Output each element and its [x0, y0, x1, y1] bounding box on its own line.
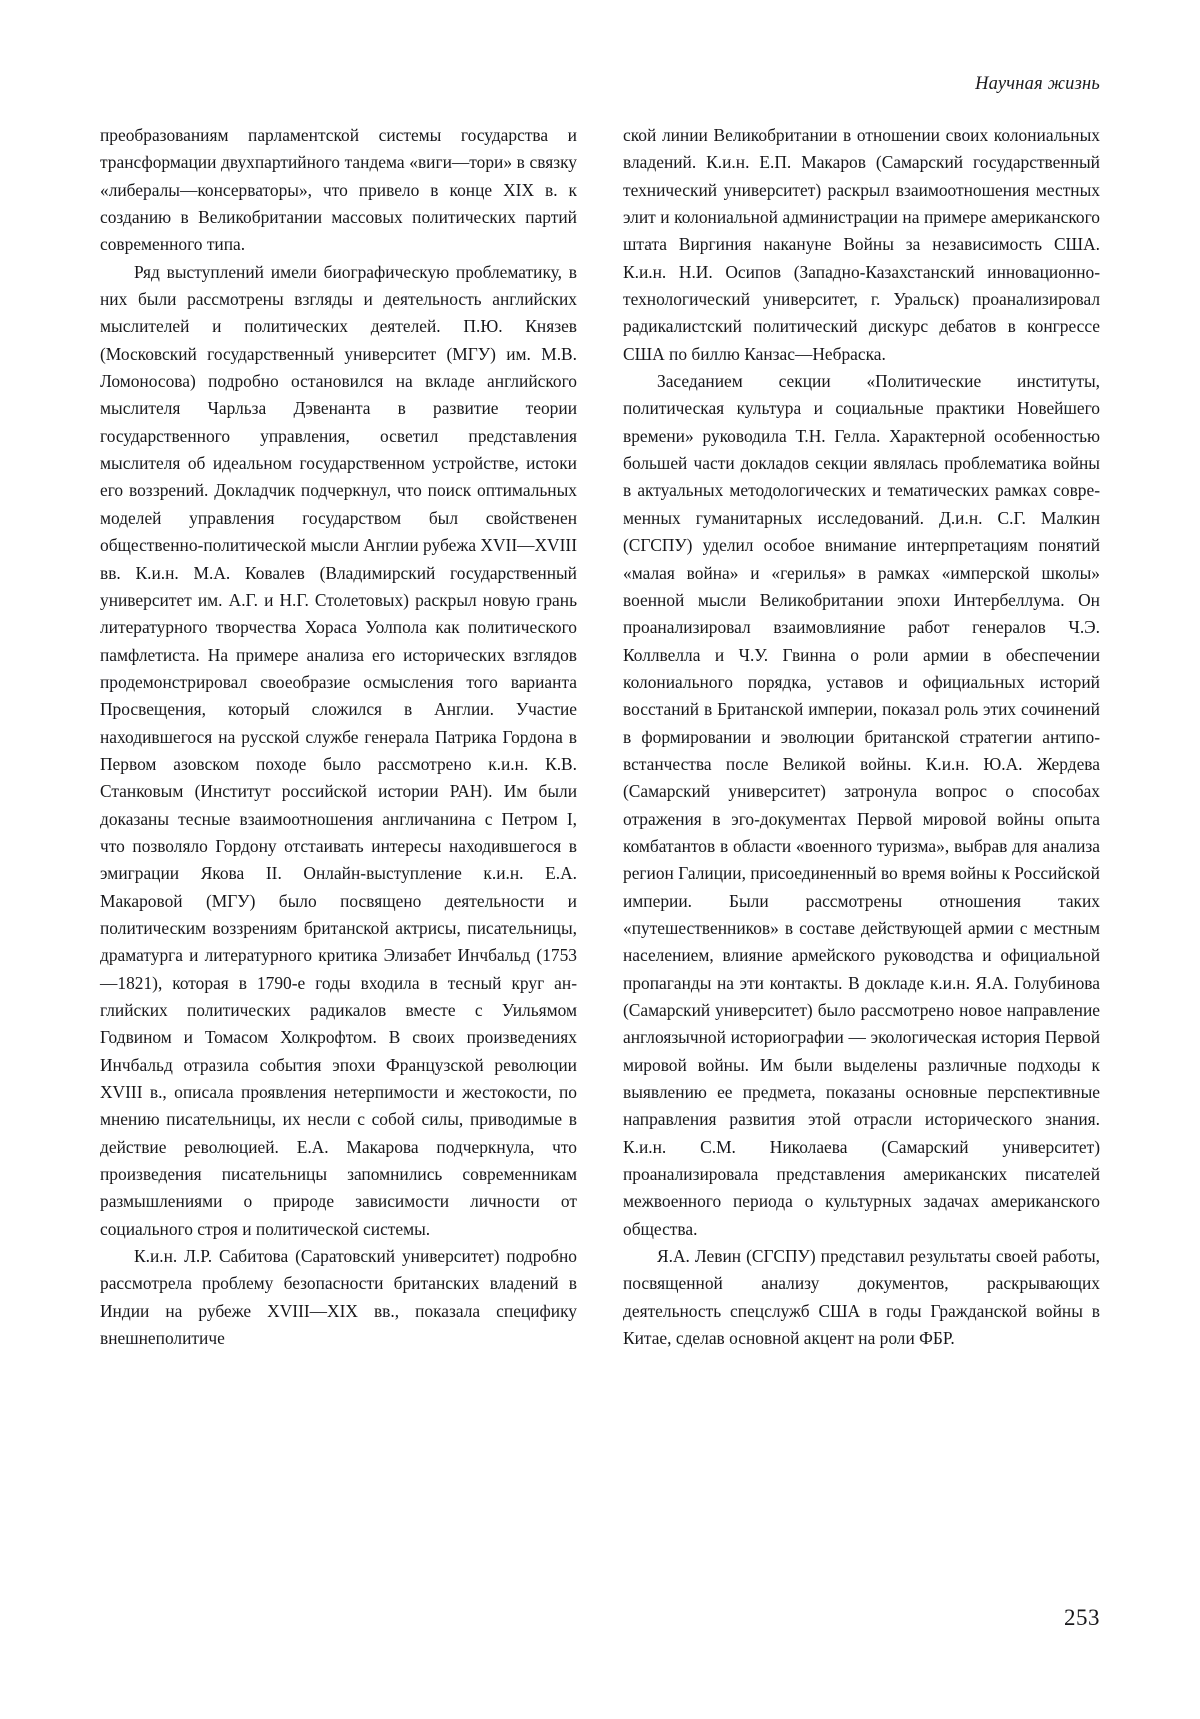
paragraph: К.и.н. Л.Р. Сабитова (Саратовский университет) подробно рассмотрела проблему безопасности британских владений в Индии на рубеже XVIII—XIX вв., показала специфику внешнеполитиче [100, 1246, 577, 1349]
paragraph: Ряд выступлений имели биографическую проблематику, в них были рассмотрены взгляды и деятельность английских мыслителей и политических деятелей. П.Ю. Князев (Московский государственный университет (МГУ) им. М.В. Ломоносова) подробно остановился на вкладе английского мыслителя Чарльза Дэвенанта в развитие теории государственного управления, осветил представления мыслителя об идеальном государственном устройстве, истоки его воззрений. Докладчик подчеркнул, что поиск оптимальных моделей управления государством был свойственен общественно-политической мысли Англии рубежа XVII—XVIII вв. К.и.н. М.А. Ковалев (Владимирский государственный университет им. А.Г. и Н.Г. Столетовых) раскрыл новую грань литературного творчества Хораса Уолпола как политического памфлетиста. На примере анализа его исторических взглядов продемонстрировал своеобразие осмысления того варианта Просвещения, который сложился в Англии. Участие находившегося на русской службе генерала Патрика Гордона в Первом азовском походе было рассмотрено к.и.н. К.В. Станковым (Институт российской истории РАН). Им были доказаны тесные взаимоотношения англичанина с Петром I, что позволяло Гордону отстаивать интересы находившегося в эмиграции Якова II. Онлайн-выступление к.и.н. Е.А. Макаровой (МГУ) было посвящено деятельности и политическим воззрениям британской актрисы, писательницы, драматурга и литературного критика Элизабет Инчбальд (1753—1821), которая в 1790-е годы входила в тесный круг английских политических радикалов вместе с Уильямом Годвином и Томасом Холкрофтом. В своих произведениях Инчбальд отразила события эпохи Французской революции XVIII в., описала проявления нетерпимости и жестокости, по мнению писательницы, их несли с собой силы, приводимые в действие революцией. Е.А. Макарова подчеркнула, что произведения писательницы запомнились современникам размышлениями о природе зависимости личности от социального строя и политической системы. [100, 261, 577, 1239]
paragraph: Я.А. Левин (СГСПУ) представил результаты своей работы, посвященной анализу документов, раскрывающих деятельность спецслужб США в годы Гражданской войны в Китае, сделав основной акцент на роли ФБР. [623, 1246, 1100, 1349]
paragraph: Заседанием секции «Политические институты, политическая культура и социальные практики Новейшего времени» руководила Т.Н. Гелла. Характерной особенностью большей части докладов секции являлась проблематика войны в актуальных методологических и тематических рамках современных гуманитарных исследований. Д.и.н. С.Г. Малкин (СГСПУ) уделил особое внимание интерпретациям понятий «малая война» и «герилья» в рамках «имперской школы» военной мысли Великобритании эпохи Интербеллума. Он проанализировал взаимовлияние работ генералов Ч.Э. Коллвелла и Ч.У. Гвинна о роли армии в обеспечении колониального порядка, уставов и официальных историй восстаний в Британской империи, показал роль этих сочинений в формировании и эволюции британской стратегии антиповстанчества после Великой войны. К.и.н. Ю.А. Жердева (Самарский университет) затронула вопрос о способах отражения в эго-документах Первой мировой войны опыта комбатантов в области «военного туризма», выбрав для анализа регион Галиции, присоединенный во время войны к Российской империи. Были рассмотрены отношения таких «путешественников» в составе действующей армии с местным населением, влияние армейского руководства и официальной пропаганды на эти контакты. В докладе к.и.н. Я.А. Голубинова (Самарский университет) было рассмотрено новое направление англоязычной историографии — экологическая история Первой мировой войны. Им были выделены различные подходы к выявлению ее предмета, показаны основные перспективные направления развития этой отрасли исторического знания. К.и.н. С.М. Николаева (Самарский университет) проанализировала представления американских писателей межвоенного периода о культурных задачах американского общества. [623, 371, 1100, 1239]
two-column-body [100, 122, 1100, 1507]
paragraph: преобразованиям парламентской системы государства и трансформации двухпартийного тандема «виги—тори» в связку «либералы—консерваторы», что привело в конце XIX в. к созданию в Великобритании массовых политических партий современного типа. [100, 125, 577, 255]
column-left [100, 122, 577, 1507]
paragraph: ской линии Великобритании в отношении своих колониальных владений. К.и.н. Е.П. Макаров (Самарский государственный технический университет) раскрыл взаимоотношения местных элит и колониальной администрации на примере американского штата Виргиния накануне Войны за независимость США. К.и.н. Н.И. Осипов (Западно-Казахстанский инновационно-технологический университет, г. Уральск) проанализировал радикалистский политический дискурс дебатов в конгрессе США по биллю Канзас—Небраска. [623, 125, 1100, 364]
column-right [623, 122, 1100, 1507]
running-head: Научная жизнь [975, 74, 1100, 94]
page-number: 253 [1064, 1605, 1100, 1630]
